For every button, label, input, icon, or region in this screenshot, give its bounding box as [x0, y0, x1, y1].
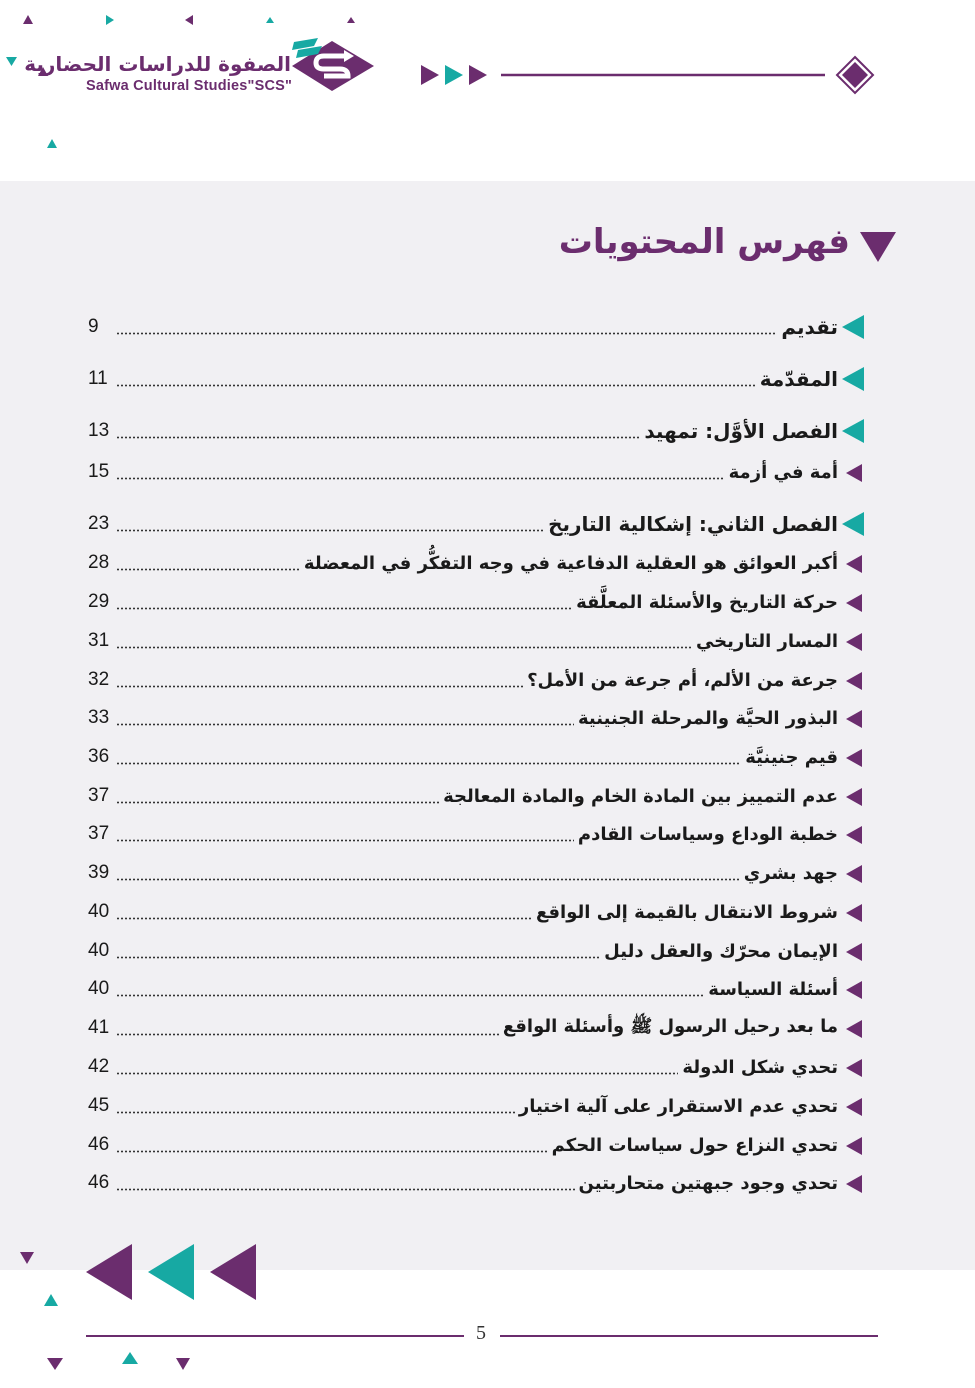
toc-entry-title: الإيمان محرّك والعقل دليل — [604, 940, 838, 962]
toc-entry-title: تقديم — [781, 315, 838, 339]
toc-entry-title: جرعة من الألم، أم جرعة من الأمل؟ — [527, 669, 838, 691]
triangle-icon — [106, 15, 114, 25]
purple-triangle-bullet-icon — [838, 1095, 868, 1117]
dot-leader — [116, 1111, 515, 1114]
toc-entry[interactable] — [88, 366, 868, 392]
triangle-icon — [122, 1352, 138, 1364]
toc-entry-page: 46 — [88, 1172, 110, 1193]
purple-triangle-bullet-icon — [838, 901, 868, 923]
dot-leader — [116, 607, 572, 610]
triangle-icon — [185, 15, 193, 25]
toc-entry-title: جهد بشري — [743, 862, 838, 884]
toc-entry-page: 33 — [88, 707, 110, 728]
toc-entry-page: 45 — [88, 1095, 110, 1116]
toc-entry-page: 9 — [88, 316, 99, 337]
arrow-left-icon — [210, 1244, 256, 1300]
toc-entry-page: 37 — [88, 823, 110, 844]
toc-entry-title: أمة في أزمة — [728, 461, 838, 483]
purple-triangle-bullet-icon — [838, 707, 868, 729]
dot-leader — [116, 839, 574, 842]
dot-leader — [116, 956, 600, 959]
dot-leader — [116, 332, 777, 335]
toc-entry-page: 28 — [88, 552, 110, 573]
toc-entry[interactable] — [88, 589, 868, 615]
footer-line-left — [86, 1335, 464, 1337]
toc-entry-page: 39 — [88, 862, 110, 883]
toc-entry-title: عدم التمييز بين المادة الخام والمادة المعالجة — [443, 785, 838, 807]
arrow-right-icon — [421, 65, 439, 85]
purple-triangle-bullet-icon — [838, 1134, 868, 1156]
purple-triangle-bullet-icon — [838, 461, 868, 483]
dot-leader — [116, 762, 741, 765]
dot-leader — [116, 1188, 575, 1191]
purple-triangle-bullet-icon — [838, 1056, 868, 1078]
purple-triangle-bullet-icon — [838, 746, 868, 768]
dot-leader — [116, 568, 300, 571]
toc-entry-title: البذور الحيَّة والمرحلة الجنينية — [577, 707, 838, 729]
dot-leader — [116, 436, 640, 439]
toc-entry[interactable] — [88, 511, 868, 537]
toc-entry-title: المسار التاريخي — [695, 630, 838, 652]
purple-triangle-bullet-icon — [838, 862, 868, 884]
toc-entry[interactable] — [88, 821, 868, 847]
toc-entry[interactable] — [88, 1170, 868, 1196]
toc-entry-title: تحدي شكل الدولة — [682, 1056, 838, 1078]
purple-triangle-bullet-icon — [838, 1017, 868, 1039]
toc-entry[interactable] — [88, 667, 868, 693]
triangle-icon — [20, 1252, 34, 1264]
toc-entry-page: 29 — [88, 591, 110, 612]
toc-entry[interactable] — [88, 628, 868, 654]
toc-entry-page: 40 — [88, 978, 110, 999]
decorative-triangles-bottom — [0, 1240, 200, 1380]
header-ornament — [415, 55, 885, 100]
dot-leader — [116, 529, 544, 532]
purple-triangle-bullet-icon — [838, 591, 868, 613]
toc-entry-page: 11 — [88, 368, 108, 389]
dot-leader — [116, 384, 756, 387]
dot-leader — [116, 1150, 548, 1153]
toc-entry-title: قيم جنينيَّة — [745, 746, 838, 768]
toc-entry-title: الفصل الأوَّل: تمهيد — [644, 419, 838, 443]
toc-entry-title: أسئلة السياسة — [708, 978, 838, 1000]
toc-entry-page: 46 — [88, 1134, 110, 1155]
toc-entry-page: 23 — [88, 513, 110, 534]
toc-entry[interactable] — [88, 783, 868, 809]
toc-entry-page: 32 — [88, 669, 110, 690]
teal-triangle-bullet-icon — [838, 417, 868, 445]
toc-entry[interactable] — [88, 314, 868, 340]
toc-entry[interactable] — [88, 976, 868, 1002]
toc-entry-title: تحدي عدم الاستقرار على آلية اختيار — [518, 1095, 838, 1117]
page-title: فهرس المحتويات — [558, 222, 850, 262]
toc-entry-page: 13 — [88, 420, 110, 441]
teal-triangle-bullet-icon — [838, 510, 868, 538]
purple-triangle-bullet-icon — [838, 552, 868, 574]
toc-entry-page: 36 — [88, 746, 110, 767]
purple-triangle-bullet-icon — [838, 785, 868, 807]
purple-triangle-bullet-icon — [838, 978, 868, 1000]
logo-english-name: Safwa Cultural Studies"SCS" — [86, 78, 293, 94]
teal-triangle-bullet-icon — [838, 313, 868, 341]
toc-entry-page: 40 — [88, 901, 110, 922]
arrow-right-icon — [469, 65, 487, 85]
toc-entry-title: شروط الانتقال بالقيمة إلى الواقع — [535, 901, 838, 923]
toc-entry[interactable] — [88, 744, 868, 770]
toc-entry[interactable] — [88, 1015, 868, 1041]
purple-triangle-bullet-icon — [838, 1172, 868, 1194]
dot-leader — [116, 1072, 678, 1075]
toc-entry-title: حركة التاريخ والأسئلة المعلَّقة — [576, 591, 838, 613]
toc-entry[interactable] — [88, 860, 868, 886]
dot-leader — [116, 723, 574, 726]
toc-entry-title: أكبر العوائق هو العقلية الدفاعية في وجه التفكُّر في المعضلة — [303, 552, 838, 574]
triangle-icon — [176, 1358, 190, 1370]
toc-entry-page: 40 — [88, 940, 110, 961]
toc-entry[interactable] — [88, 550, 868, 576]
toc-entry-page: 15 — [88, 461, 110, 482]
toc-entry-title: تحدي وجود جبهتين متحاربتين — [578, 1172, 838, 1194]
dot-leader — [116, 1033, 499, 1036]
dot-leader — [116, 801, 439, 804]
toc-entry-title: المقدّمة — [759, 367, 838, 391]
page-number: 5 — [476, 1322, 486, 1344]
purple-triangle-bullet-icon — [838, 669, 868, 691]
teal-triangle-bullet-icon — [838, 365, 868, 393]
dot-leader — [116, 878, 740, 881]
toc-entry-title: خطبة الوداع وسياسات القادم — [577, 823, 838, 845]
toc-entry-title: تحدي النزاع حول سياسات الحكم — [551, 1134, 838, 1156]
toc-entry-page: 31 — [88, 630, 110, 651]
triangle-icon — [47, 1358, 63, 1370]
toc-entry[interactable] — [88, 1132, 868, 1158]
toc-entry[interactable] — [88, 1093, 868, 1119]
toc-entry[interactable] — [88, 459, 868, 485]
triangle-icon — [44, 1294, 58, 1306]
dot-leader — [116, 685, 523, 688]
arrow-right-icon — [445, 65, 463, 85]
toc-entry[interactable] — [88, 418, 868, 444]
title-triangle-icon — [858, 230, 898, 264]
toc-entry-title: الفصل الثاني: إشكالية التاريخ — [548, 512, 838, 536]
purple-triangle-bullet-icon — [838, 823, 868, 845]
toc-entry-page: 42 — [88, 1056, 110, 1077]
triangle-icon — [266, 17, 274, 23]
toc-entry[interactable] — [88, 899, 868, 925]
toc-entry[interactable] — [88, 938, 868, 964]
logo-arabic-name: الصفوة للدراسات الحضارية — [24, 52, 291, 76]
toc-entry[interactable] — [88, 1054, 868, 1080]
triangle-icon — [347, 17, 355, 23]
triangle-icon — [6, 57, 17, 66]
logo-mark — [288, 36, 378, 96]
dot-leader — [116, 477, 725, 480]
dot-leader — [116, 917, 532, 920]
purple-triangle-bullet-icon — [838, 630, 868, 652]
toc-entry[interactable] — [88, 705, 868, 731]
dot-leader — [116, 994, 704, 997]
dot-leader — [116, 646, 692, 649]
toc-entry-page: 41 — [88, 1017, 110, 1038]
triangle-icon — [23, 15, 33, 24]
triangle-icon — [47, 139, 57, 148]
purple-triangle-bullet-icon — [838, 940, 868, 962]
toc-entry-page: 37 — [88, 785, 110, 806]
toc-entry-title: ما بعد رحيل الرسول ﷺ وأسئلة الواقع — [502, 1016, 838, 1037]
footer-line-right — [500, 1335, 878, 1337]
